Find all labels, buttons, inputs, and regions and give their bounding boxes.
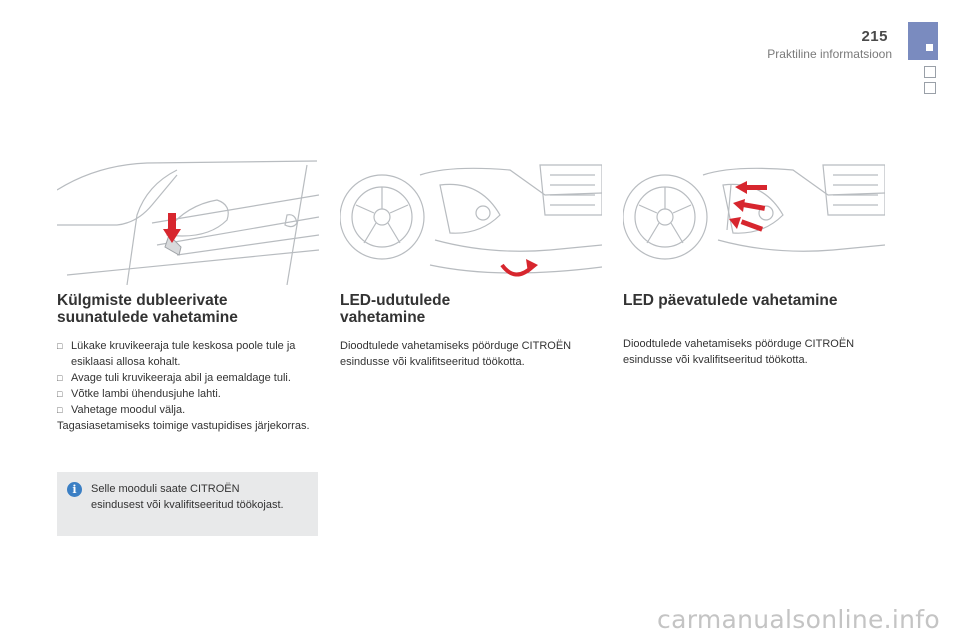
step-item: □ Avage tuli kruvikeeraja abil ja eemaldage tuli. (57, 370, 319, 386)
red-arrow-icon (729, 181, 767, 232)
info-text: Selle mooduli saate CITROËN esindusest või kvalifitseeritud töökojast. (91, 483, 284, 511)
step-item: □ Vahetage moodul välja. (57, 402, 319, 418)
fog-lights-text: Dioodtulede vahetamiseks pöörduge CITROËN esindusse või kvalifitseeritud töökotta. (340, 340, 572, 368)
info-box (57, 472, 318, 536)
chapter-tab-empty-2[interactable] (924, 82, 936, 94)
daytime-lights-text: Dioodtulede vahetamiseks pöörduge CITROËN esindusse või kvalifitseeritud töökotta. (623, 338, 855, 366)
step-item: □ Lükake kruvikeeraja tule keskosa poole tule ja esiklaasi allosa kohalt. (57, 338, 319, 370)
section-title: Praktiline informatsioon (767, 47, 892, 61)
section-title-side-repeater: Külgmiste dubleerivate suunatulede vahetamine (57, 292, 238, 326)
illustration-side-repeater (57, 155, 319, 285)
chapter-tab[interactable] (908, 22, 938, 60)
illustration-daytime-lights (623, 155, 885, 285)
section-side-repeater (57, 292, 319, 434)
chapter-tab-empty-1[interactable] (924, 66, 936, 78)
steps-list (57, 338, 319, 418)
section-title-fog-lights: LED-udutulede vahetamine (340, 292, 451, 326)
chapter-tab-marker (926, 44, 933, 51)
info-icon: i (67, 482, 82, 497)
watermark[interactable]: carmanualsonline.info (657, 605, 940, 634)
section-title-daytime-lights: LED päevatulede vahetamine (623, 292, 838, 309)
step-item: □ Võtke lambi ühendusjuhe lahti. (57, 386, 319, 402)
section-fog-lights (340, 292, 602, 370)
closing-note: Tagasiasetamiseks toimige vastupidises järjekorras. (57, 420, 310, 432)
section-daytime-lights (623, 292, 885, 368)
page-number: 215 (861, 28, 888, 45)
illustration-fog-light (340, 155, 602, 285)
